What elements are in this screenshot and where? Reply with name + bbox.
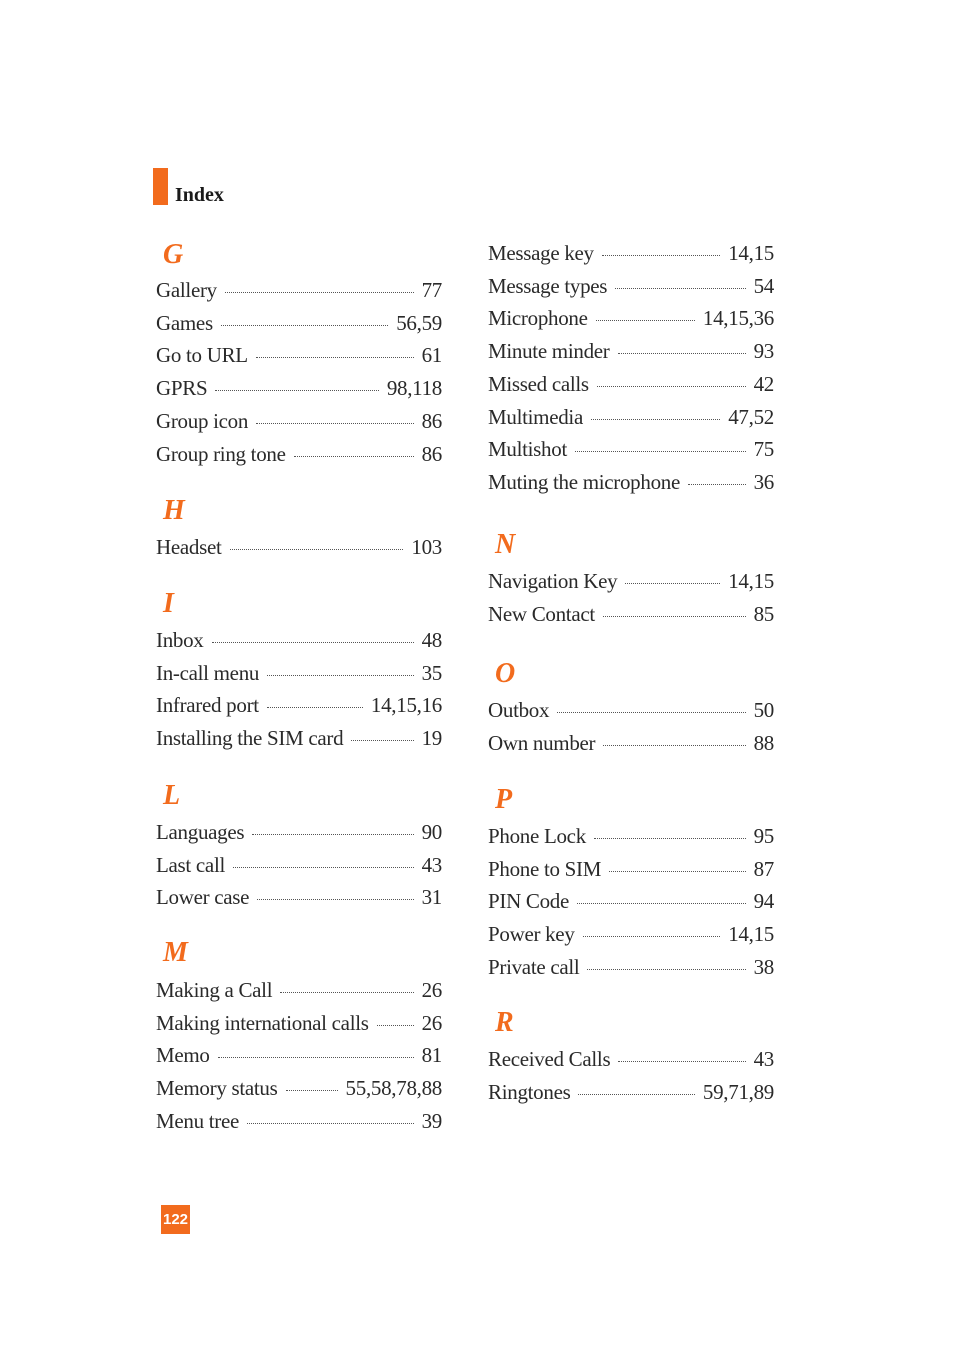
index-page-ref: 88: [753, 730, 774, 755]
index-entry: [488, 887, 774, 915]
index-page-ref: 26: [421, 1010, 442, 1035]
dot-leader: [256, 357, 414, 358]
index-term: Own number: [488, 730, 596, 755]
index-page-ref: 90: [421, 820, 442, 844]
dot-leader: [221, 325, 388, 326]
index-entry: [488, 304, 774, 332]
dot-leader: [267, 707, 363, 708]
index-page-ref: 31: [421, 885, 442, 910]
index-page-ref: 48: [421, 628, 442, 652]
index-term: Menu tree: [156, 1108, 240, 1133]
dot-leader: [602, 255, 720, 256]
index-entry: [488, 696, 774, 724]
index-entry: [156, 440, 442, 468]
index-entry: [488, 239, 774, 267]
dot-leader: [591, 419, 720, 420]
section-letter: P: [495, 784, 513, 815]
index-page-ref: 47,52: [728, 404, 774, 429]
index-page-ref: 85: [753, 601, 774, 626]
index-page-ref: 55,58,78,88: [345, 1076, 442, 1101]
dot-leader: [247, 1123, 414, 1124]
index-page-ref: 50: [753, 698, 774, 722]
index-entry: [488, 1045, 774, 1073]
index-term: Outbox: [488, 698, 550, 722]
index-term: Private call: [488, 954, 580, 979]
index-entry: [488, 1078, 774, 1106]
page-title: Index: [175, 184, 224, 206]
section-letter: H: [163, 495, 185, 526]
index-page-ref: 14,15,16: [370, 693, 442, 718]
index-term: Message key: [488, 241, 594, 265]
index-term: Group icon: [156, 408, 249, 433]
dot-leader: [615, 288, 745, 289]
index-entry: [488, 468, 774, 496]
index-page-ref: 95: [753, 824, 774, 848]
index-entry: [156, 1107, 442, 1135]
dot-leader: [351, 740, 413, 741]
index-term: Gallery: [156, 278, 217, 302]
index-term: Received Calls: [488, 1047, 611, 1071]
dot-leader: [252, 834, 413, 835]
index-page-ref: 35: [421, 660, 442, 685]
index-page-ref: 26: [421, 978, 442, 1002]
index-entry: [488, 337, 774, 365]
index-entry: [488, 272, 774, 300]
dot-leader: [225, 292, 414, 293]
index-term: Navigation Key: [488, 569, 618, 593]
dot-leader: [597, 386, 746, 387]
dot-leader: [587, 969, 745, 970]
dot-leader: [603, 745, 745, 746]
dot-leader: [557, 712, 745, 713]
index-term: Memo: [156, 1043, 210, 1068]
index-term: Multimedia: [488, 404, 583, 429]
index-entry: [156, 976, 442, 1004]
header-accent-bar: [153, 168, 168, 205]
index-page-ref: 43: [421, 852, 442, 877]
index-page-ref: 61: [421, 343, 442, 368]
index-page-ref: 43: [753, 1047, 774, 1071]
dot-leader: [294, 456, 414, 457]
index-entry: [156, 309, 442, 337]
dot-leader: [603, 616, 746, 617]
index-page-ref: 98,118: [386, 376, 442, 401]
index-page-ref: 87: [753, 856, 774, 881]
index-entry: [488, 435, 774, 463]
index-entry: [488, 600, 774, 628]
section-letter: I: [163, 588, 174, 619]
index-page-ref: 36: [753, 469, 774, 494]
dot-leader: [594, 838, 746, 839]
index-entry: [156, 276, 442, 304]
dot-leader: [618, 353, 746, 354]
index-term: GPRS: [156, 376, 208, 401]
dot-leader: [233, 867, 414, 868]
index-page-ref: 93: [753, 339, 774, 364]
dot-leader: [625, 583, 720, 584]
section-letter: G: [163, 239, 184, 270]
index-term: Infrared port: [156, 693, 259, 718]
index-term: Last call: [156, 852, 226, 877]
index-term: Games: [156, 310, 213, 335]
index-entry: [156, 691, 442, 719]
dot-leader: [212, 642, 414, 643]
index-entry: [156, 341, 442, 369]
index-entry: [488, 370, 774, 398]
index-term: Ringtones: [488, 1079, 571, 1104]
index-entry: [156, 851, 442, 879]
dot-leader: [280, 992, 413, 993]
index-entry: [156, 407, 442, 435]
index-entry: [488, 953, 774, 981]
dot-leader: [688, 484, 746, 485]
index-entry: [156, 626, 442, 654]
dot-leader: [377, 1025, 414, 1026]
index-page-ref: 14,15: [728, 922, 774, 947]
section-letter: M: [163, 937, 188, 968]
index-page-ref: 75: [753, 437, 774, 462]
index-term: In-call menu: [156, 660, 260, 685]
index-term: Phone Lock: [488, 824, 586, 848]
index-term: Headset: [156, 535, 222, 559]
index-entry: [156, 1009, 442, 1037]
index-term: Memory status: [156, 1076, 278, 1101]
index-term: PIN Code: [488, 889, 570, 914]
index-page-ref: 54: [753, 273, 774, 298]
dot-leader: [583, 936, 721, 937]
index-page-ref: 14,15,36: [702, 306, 774, 331]
index-page-ref: 77: [421, 278, 442, 302]
index-term: Inbox: [156, 628, 204, 652]
index-entry: [156, 659, 442, 687]
index-term: Making international calls: [156, 1010, 369, 1035]
index-page-ref: 38: [753, 954, 774, 979]
index-term: Installing the SIM card: [156, 726, 344, 751]
section-letter: R: [495, 1007, 514, 1038]
dot-leader: [230, 549, 404, 550]
index-term: Go to URL: [156, 343, 248, 368]
index-term: Message types: [488, 273, 608, 298]
index-page-ref: 14,15: [728, 241, 774, 265]
dot-leader: [596, 320, 695, 321]
index-term: Muting the microphone: [488, 469, 681, 494]
section-letter: O: [495, 658, 516, 689]
index-entry: [488, 729, 774, 757]
dot-leader: [577, 903, 746, 904]
index-page-ref: 81: [421, 1043, 442, 1068]
page-number-badge: 122: [161, 1205, 190, 1234]
index-entry: [488, 403, 774, 431]
index-entry: [488, 855, 774, 883]
index-term: Multishot: [488, 437, 567, 462]
index-entry: [488, 822, 774, 850]
index-entry: [156, 818, 442, 846]
dot-leader: [215, 390, 378, 391]
index-entry: [156, 374, 442, 402]
index-term: Microphone: [488, 306, 588, 331]
dot-leader: [267, 675, 413, 676]
index-page-ref: 42: [753, 371, 774, 396]
index-page-ref: 86: [421, 408, 442, 433]
index-page-ref: 39: [421, 1108, 442, 1133]
index-entry: [488, 567, 774, 595]
dot-leader: [618, 1061, 745, 1062]
dot-leader: [218, 1057, 414, 1058]
index-term: Minute minder: [488, 339, 610, 364]
index-term: Phone to SIM: [488, 856, 602, 881]
index-term: Power key: [488, 922, 575, 947]
index-term: Languages: [156, 820, 245, 844]
dot-leader: [257, 899, 413, 900]
index-entry: [156, 1074, 442, 1102]
dot-leader: [578, 1094, 694, 1095]
index-page-ref: 14,15: [728, 569, 774, 593]
section-letter: N: [495, 529, 516, 560]
index-page-ref: 56,59: [396, 310, 442, 335]
index-page-ref: 86: [421, 441, 442, 466]
index-page-ref: 103: [411, 535, 442, 559]
dot-leader: [609, 871, 746, 872]
dot-leader: [575, 451, 746, 452]
index-page-ref: 59,71,89: [702, 1079, 774, 1104]
index-entry: [488, 920, 774, 948]
section-letter: L: [163, 780, 181, 811]
index-entry: [156, 724, 442, 752]
index-entry: [156, 533, 442, 561]
dot-leader: [286, 1090, 338, 1091]
index-page-ref: 94: [753, 889, 774, 914]
index-entry: [156, 1041, 442, 1069]
dot-leader: [256, 423, 414, 424]
index-entry: [156, 883, 442, 911]
index-term: Group ring tone: [156, 441, 286, 466]
index-term: New Contact: [488, 601, 595, 626]
index-term: Lower case: [156, 885, 250, 910]
index-term: Making a Call: [156, 978, 273, 1002]
index-page-ref: 19: [421, 726, 442, 751]
index-term: Missed calls: [488, 371, 589, 396]
